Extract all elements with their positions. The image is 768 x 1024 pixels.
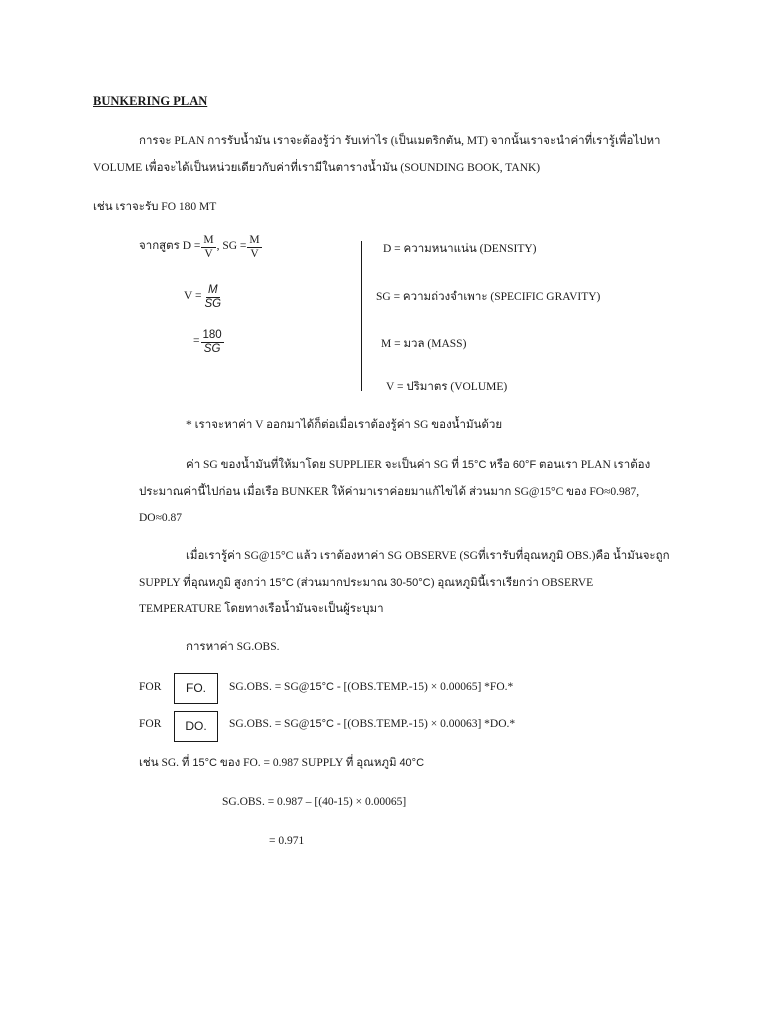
temp-40c: 40°C xyxy=(399,757,425,769)
find-sgobs-heading: การหาค่า SG.OBS. xyxy=(186,641,280,653)
intro-line-1: การจะ PLAN การรับน้ำมัน เราจะต้องรู้ว่า รับเท่าไร (เป็นเมตริกตัน, MT) จากนั้นเราจะนำค่าที่เรารู้เพื่อไปหา xyxy=(139,135,661,147)
definition-mass: M = มวล (MASS) xyxy=(381,338,467,350)
example-calc-line xyxy=(139,757,424,771)
para-obs-line-2 xyxy=(139,577,593,591)
para-obs-line-1: เมื่อเรารู้ค่า SG@15°C แล้ว เราต้องหาค่า SG OBSERVE (SGที่เรารับที่อุณหภูมิ OBS.)คือ น้ำมันจะถูก xyxy=(186,550,670,562)
example-receive: เช่น เราจะรับ FO 180 MT xyxy=(93,201,217,213)
example-calc-step: SG.OBS. = 0.987 – [(40-15) × 0.00065] xyxy=(222,796,407,808)
temp-15c: 15°C xyxy=(309,681,334,693)
text-span: เช่น SG. ที่ xyxy=(139,757,193,769)
definition-density: D = ความหนาแน่น (DENSITY) xyxy=(383,243,537,255)
para-obs-line-3: TEMPERATURE โดยทางเรือน้ำมันจะเป็นผู้ระบุมา xyxy=(139,603,384,615)
fo-box: FO. xyxy=(174,673,218,704)
fraction-m-over-v-sg xyxy=(247,234,261,260)
fraction-m-over-sg xyxy=(202,284,223,310)
fraction-denominator: V xyxy=(250,247,259,260)
temp-15c: 15°C xyxy=(461,459,487,471)
example-calc-result: = 0.971 xyxy=(269,835,305,847)
formula-volume xyxy=(184,284,224,310)
text-span: ) อุณหภูมินี้เราเรียกว่า OBSERVE xyxy=(430,577,594,589)
page-title: BUNKERING PLAN xyxy=(93,94,208,108)
fraction-numerator: M xyxy=(249,234,260,246)
text-span: - [(OBS.TEMP.-15) × 0.00065] *FO.* xyxy=(333,681,514,693)
for-label-fo: FOR xyxy=(139,681,162,693)
temp-15c: 15°C xyxy=(309,718,334,730)
temp-15c: 15°C xyxy=(269,577,294,589)
fraction-numerator: M xyxy=(203,234,214,246)
fraction-numerator: M xyxy=(207,284,218,296)
do-formula xyxy=(229,718,515,732)
definition-volume: V = ปริมาตร (VOLUME) xyxy=(386,381,508,393)
definition-specific-gravity: SG = ความถ่วงจำเพาะ (SPECIFIC GRAVITY) xyxy=(376,291,601,303)
fraction-numerator: 180 xyxy=(202,329,222,341)
text-span: ของ FO. = 0.987 SUPPLY ที่ อุณหภูมิ xyxy=(216,757,400,769)
text-span: - [(OBS.TEMP.-15) × 0.00063] *DO.* xyxy=(333,718,516,730)
formula-sg-separator: , SG = xyxy=(216,240,247,253)
text-span: SUPPLY ที่อุณหภูมิ สูงกว่า xyxy=(139,577,270,589)
vertical-divider xyxy=(361,241,362,391)
fraction-180-over-sg xyxy=(201,329,224,355)
para-sg-line-1 xyxy=(186,459,650,473)
text-span: ค่า SG ของน้ำมันที่ให้มาโดย SUPPLIER จะเป็นค่า SG ที่ xyxy=(186,459,462,471)
formula-v-eq: V = xyxy=(184,290,202,303)
temp-range: 30-50°C xyxy=(390,577,431,589)
para-sg-line-2: ประมาณค่านี้ไปก่อน เมื่อเรือ BUNKER ให้ค่ามาเราค่อยมาแก้ไขได้ ส่วนมาก SG@15°C ของ FO≈0.987, xyxy=(139,486,640,498)
text-span: (ส่วนมากประมาณ xyxy=(293,577,391,589)
note-sg-required: * เราจะหาค่า V ออกมาได้ก็ต่อเมื่อเราต้องรู้ค่า SG ของน้ำมันด้วย xyxy=(186,419,503,431)
formula-from-label: จากสูตร D = xyxy=(139,240,201,253)
text-span: SG.OBS. = SG@ xyxy=(229,681,310,693)
formula-volume-value xyxy=(193,329,225,355)
fraction-denominator: V xyxy=(204,247,213,260)
intro-line-2: VOLUME เพื่อจะได้เป็นหน่วยเดียวกับค่าที่เรามีในตารางน้ำมัน (SOUNDING BOOK, TANK) xyxy=(93,162,541,174)
fraction-m-over-v xyxy=(201,234,215,260)
temp-60f: 60°F xyxy=(512,459,537,471)
fraction-denominator: SG xyxy=(203,342,221,355)
fo-formula xyxy=(229,681,513,695)
text-span: หรือ xyxy=(486,459,513,471)
for-label-do: FOR xyxy=(139,718,162,730)
do-box: DO. xyxy=(174,711,218,742)
para-sg-line-3: DO≈0.87 xyxy=(139,512,183,524)
text-span: ตอนเรา PLAN เราต้อง xyxy=(536,459,651,471)
formula-density xyxy=(139,234,263,260)
fraction-denominator: SG xyxy=(204,297,222,310)
temp-15c: 15°C xyxy=(192,757,217,769)
formula-eq: = xyxy=(193,335,200,348)
text-span: SG.OBS. = SG@ xyxy=(229,718,310,730)
